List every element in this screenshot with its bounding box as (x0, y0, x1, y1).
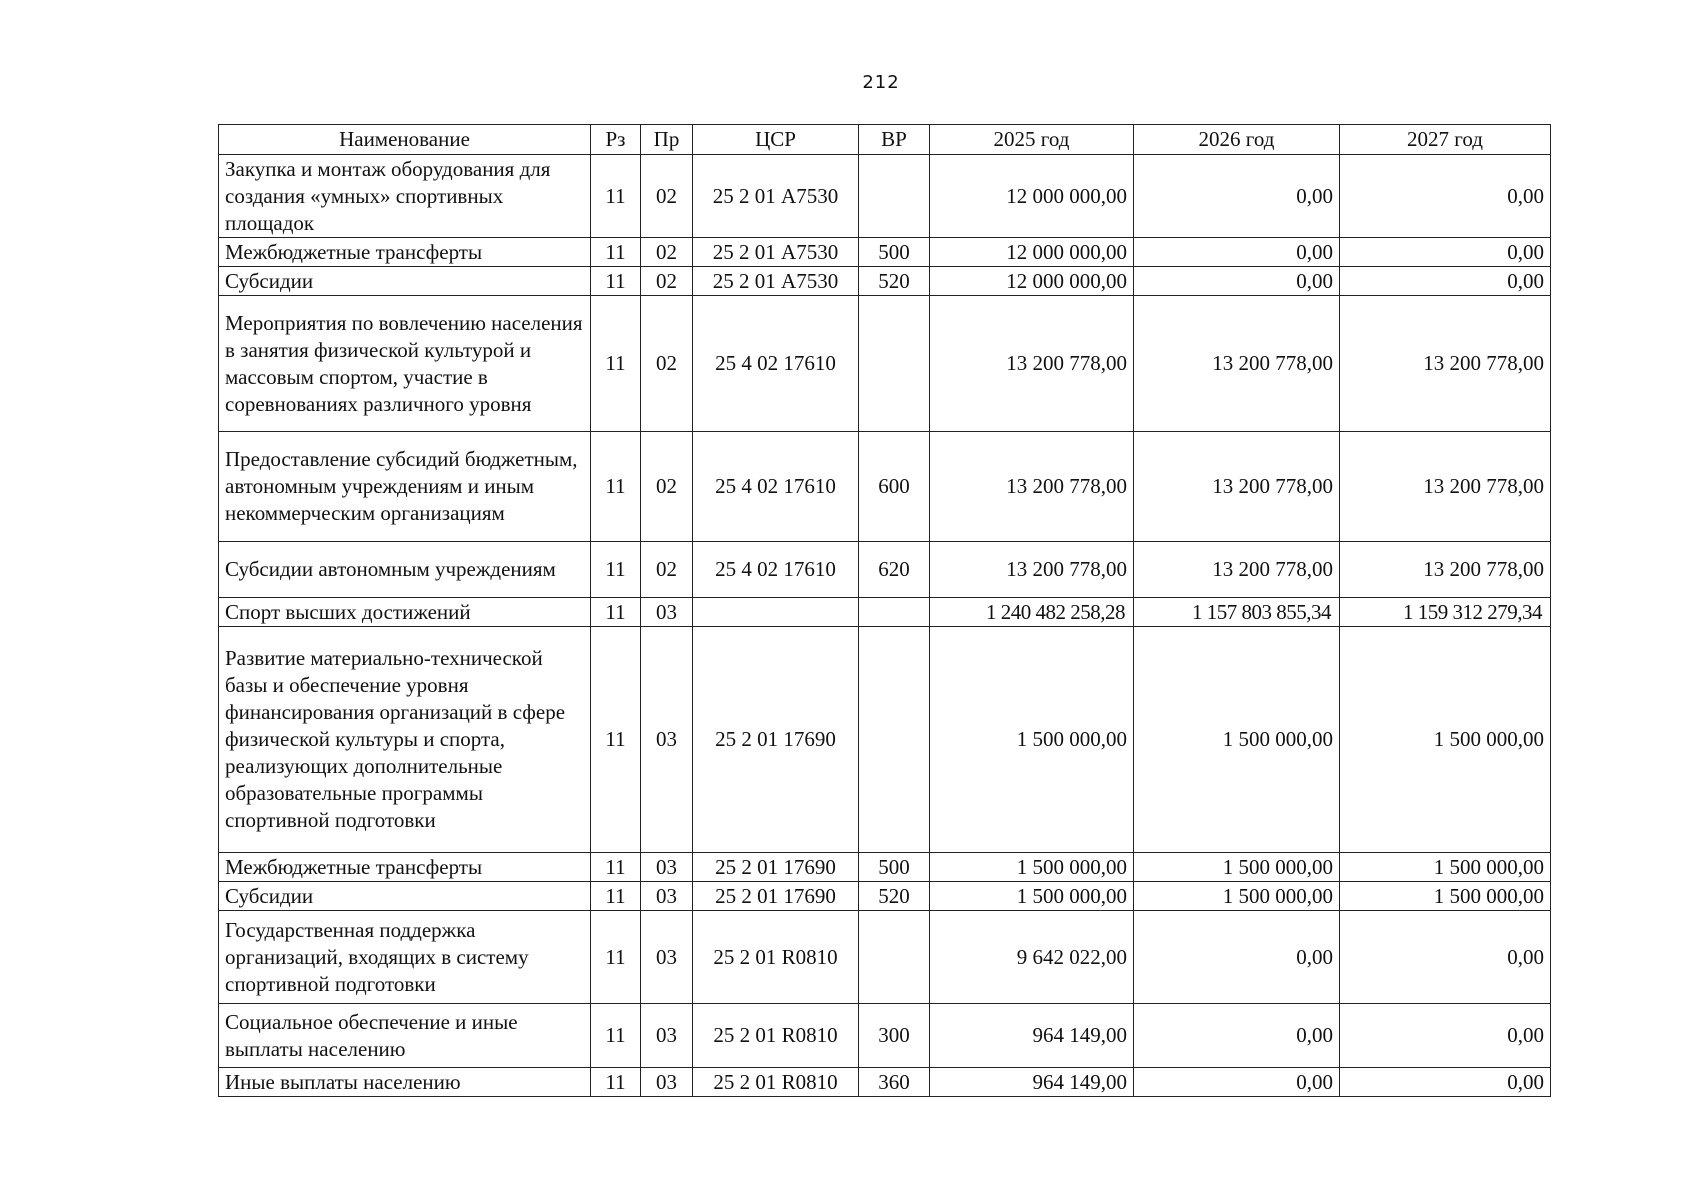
cell-2026: 0,00 (1134, 1068, 1340, 1097)
header-csr: ЦСР (693, 125, 859, 155)
cell-2027: 1 159 312 279,34 (1340, 598, 1551, 627)
table-row (219, 627, 1551, 853)
cell-pr: 02 (641, 432, 693, 542)
cell-pr: 03 (641, 853, 693, 882)
cell-2025: 13 200 778,00 (930, 296, 1134, 432)
cell-vr: 520 (859, 267, 930, 296)
cell-2026: 0,00 (1134, 1004, 1340, 1068)
cell-name: Субсидии автономным учреждениям (219, 542, 591, 598)
cell-2025: 1 240 482 258,28 (930, 598, 1134, 627)
cell-rz: 11 (591, 1004, 641, 1068)
cell-2025: 9 642 022,00 (930, 911, 1134, 1004)
cell-name: Закупка и монтаж оборудования для создания «умных» спортивных площадок (219, 155, 591, 238)
cell-2025: 12 000 000,00 (930, 155, 1134, 238)
cell-2026: 0,00 (1134, 911, 1340, 1004)
cell-rz: 11 (591, 267, 641, 296)
cell-2027: 0,00 (1340, 911, 1551, 1004)
cell-rz: 11 (591, 238, 641, 267)
cell-csr: 25 2 01 А7530 (693, 155, 859, 238)
cell-rz: 11 (591, 911, 641, 1004)
cell-2027: 13 200 778,00 (1340, 542, 1551, 598)
cell-name: Спорт высших достижений (219, 598, 591, 627)
cell-rz: 11 (591, 542, 641, 598)
cell-2027: 13 200 778,00 (1340, 296, 1551, 432)
table-row (219, 598, 1551, 627)
header-rz: Рз (591, 125, 641, 155)
cell-vr (859, 598, 930, 627)
cell-csr: 25 2 01 17690 (693, 627, 859, 853)
cell-pr: 02 (641, 267, 693, 296)
cell-2026: 0,00 (1134, 267, 1340, 296)
cell-vr: 520 (859, 882, 930, 911)
cell-2027: 0,00 (1340, 1004, 1551, 1068)
header-pr: Пр (641, 125, 693, 155)
header-vr: ВР (859, 125, 930, 155)
cell-pr: 03 (641, 598, 693, 627)
cell-csr: 25 4 02 17610 (693, 542, 859, 598)
cell-csr: 25 2 01 R0810 (693, 911, 859, 1004)
cell-2026: 1 500 000,00 (1134, 853, 1340, 882)
table-row (219, 238, 1551, 267)
cell-rz: 11 (591, 432, 641, 542)
cell-pr: 03 (641, 911, 693, 1004)
cell-name: Субсидии (219, 267, 591, 296)
cell-vr: 500 (859, 853, 930, 882)
header-2027: 2027 год (1340, 125, 1551, 155)
cell-2026: 13 200 778,00 (1134, 542, 1340, 598)
table-row (219, 542, 1551, 598)
cell-vr: 620 (859, 542, 930, 598)
header-2026: 2026 год (1134, 125, 1340, 155)
table-row (219, 911, 1551, 1004)
cell-pr: 03 (641, 882, 693, 911)
cell-csr: 25 4 02 17610 (693, 296, 859, 432)
cell-csr: 25 4 02 17610 (693, 432, 859, 542)
cell-name: Социальное обеспечение и иные выплаты населению (219, 1004, 591, 1068)
cell-2026: 13 200 778,00 (1134, 432, 1340, 542)
cell-2026: 1 500 000,00 (1134, 882, 1340, 911)
budget-table (218, 124, 1551, 1097)
cell-name: Межбюджетные трансферты (219, 238, 591, 267)
cell-csr: 25 2 01 А7530 (693, 238, 859, 267)
cell-rz: 11 (591, 296, 641, 432)
cell-rz: 11 (591, 882, 641, 911)
cell-name: Развитие материально-технической базы и обеспечение уровня финансирования организаций в сфере физической культуры и спорта, реализующих дополнительные образовательные программы спортивной подготовки (219, 627, 591, 853)
cell-vr: 600 (859, 432, 930, 542)
cell-vr (859, 911, 930, 1004)
cell-2027: 13 200 778,00 (1340, 432, 1551, 542)
cell-csr: 25 2 01 R0810 (693, 1068, 859, 1097)
cell-2025: 1 500 000,00 (930, 627, 1134, 853)
cell-2025: 12 000 000,00 (930, 267, 1134, 296)
cell-2027: 1 500 000,00 (1340, 882, 1551, 911)
cell-name: Иные выплаты населению (219, 1068, 591, 1097)
header-2025: 2025 год (930, 125, 1134, 155)
table-row (219, 1068, 1551, 1097)
cell-2027: 0,00 (1340, 1068, 1551, 1097)
cell-rz: 11 (591, 627, 641, 853)
cell-2027: 1 500 000,00 (1340, 853, 1551, 882)
cell-2026: 0,00 (1134, 155, 1340, 238)
cell-pr: 03 (641, 627, 693, 853)
cell-2025: 1 500 000,00 (930, 882, 1134, 911)
cell-pr: 02 (641, 238, 693, 267)
cell-2025: 964 149,00 (930, 1068, 1134, 1097)
cell-pr: 02 (641, 542, 693, 598)
cell-rz: 11 (591, 155, 641, 238)
table-row (219, 1004, 1551, 1068)
cell-rz: 11 (591, 1068, 641, 1097)
cell-2025: 1 500 000,00 (930, 853, 1134, 882)
cell-vr (859, 627, 930, 853)
cell-csr: 25 2 01 R0810 (693, 1004, 859, 1068)
table-row (219, 432, 1551, 542)
cell-name: Мероприятия по вовлечению населения в занятия физической культурой и массовым спортом, участие в соревнованиях различного уровня (219, 296, 591, 432)
header-row (219, 125, 1551, 155)
cell-name: Государственная поддержка организаций, входящих в систему спортивной подготовки (219, 911, 591, 1004)
table-row (219, 267, 1551, 296)
table-row (219, 882, 1551, 911)
cell-2025: 13 200 778,00 (930, 542, 1134, 598)
cell-rz: 11 (591, 853, 641, 882)
cell-name: Субсидии (219, 882, 591, 911)
cell-csr: 25 2 01 17690 (693, 882, 859, 911)
cell-vr (859, 296, 930, 432)
cell-2025: 12 000 000,00 (930, 238, 1134, 267)
cell-pr: 03 (641, 1004, 693, 1068)
table-row (219, 155, 1551, 238)
header-name: Наименование (219, 125, 591, 155)
cell-2026: 0,00 (1134, 238, 1340, 267)
cell-csr (693, 598, 859, 627)
cell-csr: 25 2 01 А7530 (693, 267, 859, 296)
cell-pr: 02 (641, 296, 693, 432)
cell-pr: 03 (641, 1068, 693, 1097)
cell-vr: 500 (859, 238, 930, 267)
table-row (219, 853, 1551, 882)
cell-2025: 964 149,00 (930, 1004, 1134, 1068)
cell-name: Межбюджетные трансферты (219, 853, 591, 882)
cell-2027: 0,00 (1340, 267, 1551, 296)
cell-2026: 1 500 000,00 (1134, 627, 1340, 853)
cell-csr: 25 2 01 17690 (693, 853, 859, 882)
cell-2027: 0,00 (1340, 155, 1551, 238)
cell-rz: 11 (591, 598, 641, 627)
cell-pr: 02 (641, 155, 693, 238)
cell-2027: 0,00 (1340, 238, 1551, 267)
cell-vr: 360 (859, 1068, 930, 1097)
table-row (219, 296, 1551, 432)
cell-2025: 13 200 778,00 (930, 432, 1134, 542)
cell-2026: 1 157 803 855,34 (1134, 598, 1340, 627)
cell-name: Предоставление субсидий бюджетным, автономным учреждениям и иным некоммерческим организациям (219, 432, 591, 542)
cell-vr (859, 155, 930, 238)
page-number: 212 (862, 72, 900, 93)
cell-2027: 1 500 000,00 (1340, 627, 1551, 853)
cell-2026: 13 200 778,00 (1134, 296, 1340, 432)
cell-vr: 300 (859, 1004, 930, 1068)
